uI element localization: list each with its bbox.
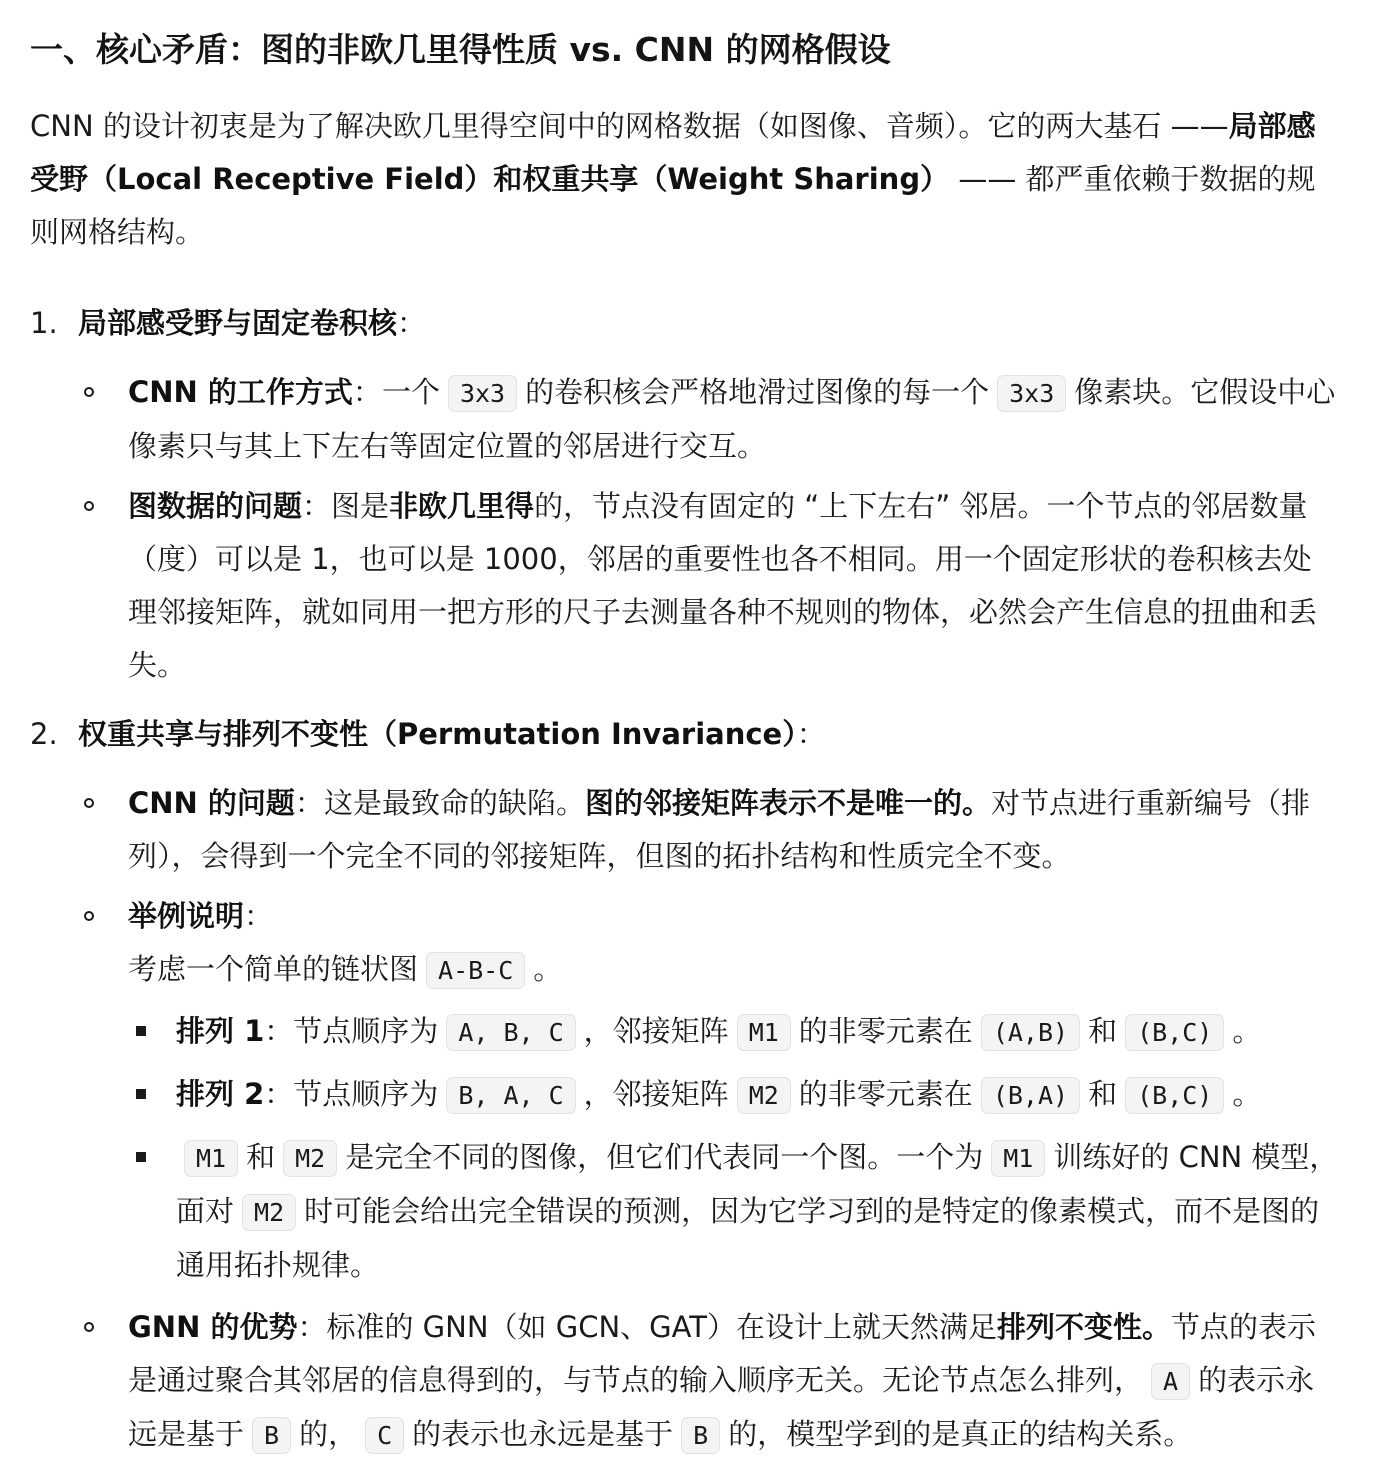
item-number: 2. — [30, 717, 58, 751]
inline-code: C — [365, 1417, 404, 1454]
item-colon: ： — [796, 717, 826, 751]
text-run: ，邻接矩阵 — [583, 1014, 729, 1048]
inline-code: A — [1151, 1363, 1190, 1400]
inline-code: A, B, C — [446, 1014, 575, 1051]
text-run: 和 — [1088, 1077, 1118, 1111]
bullet-colon: ： — [352, 375, 382, 409]
bullet-label: GNN 的优势 — [128, 1310, 298, 1344]
bullet-label: CNN 的工作方式 — [128, 375, 353, 409]
inline-code: M2 — [242, 1194, 296, 1231]
text-run: 对节点进行重新编号（排列），会得到一个完全不同的邻接矩阵，但图的拓扑结构和性质完全不变。 — [128, 786, 1310, 873]
inline-code: M1 — [991, 1140, 1045, 1177]
bullet-label: CNN 的问题 — [128, 786, 295, 820]
bullet-label: 图数据的问题 — [128, 489, 303, 523]
list-item-2 — [30, 708, 1340, 1462]
intro-text-2: —— 都严重依赖于数据的规则网格结构。 — [30, 162, 1316, 249]
square-item-permutation-2 — [128, 1068, 1340, 1122]
inline-code: 3x3 — [997, 375, 1066, 412]
text-run: 的卷积核会严格地滑过图像的每一个 — [525, 375, 990, 409]
inline-code: 3x3 — [448, 375, 517, 412]
inline-code: (B,A) — [981, 1077, 1080, 1114]
square-text — [176, 1131, 1340, 1292]
text-run: 。 — [533, 952, 563, 986]
bullet-colon: ： — [297, 1310, 327, 1344]
inline-code: M2 — [283, 1140, 337, 1177]
intro-text-1: CNN 的设计初衷是为了解决欧几里得空间中的网格数据（如图像、音频）。它的两大基石 —— — [30, 109, 1229, 143]
bold-run: 图的邻接矩阵表示不是唯一的。 — [584, 786, 991, 820]
text-run: 的非零元素在 — [798, 1014, 973, 1048]
section-heading: 一、核心矛盾：图的非欧几里得性质 vs. CNN 的网格假设 — [30, 30, 891, 69]
circle-bullet-icon — [84, 1322, 94, 1332]
text-run: 的非零元素在 — [798, 1077, 973, 1111]
square-bullet-icon — [136, 1026, 146, 1036]
bold-run: 非欧几里得 — [389, 489, 535, 523]
list-item-1 — [30, 297, 1340, 692]
inline-code: (A,B) — [981, 1014, 1080, 1051]
item-heading — [78, 297, 1340, 350]
bold-run: 排列不变性。 — [996, 1310, 1171, 1344]
circle-bullet-icon — [84, 501, 94, 511]
square-label: 排列 2 — [176, 1077, 265, 1111]
square-item-conclusion — [128, 1131, 1340, 1292]
example-line — [128, 943, 1340, 997]
text-run: 是完全不同的图像，但它们代表同一个图。一个为 — [345, 1140, 984, 1174]
text-run: 时可能会给出完全错误的预测，因为它学习到的是特定的像素模式，而不是图的通用拓扑规律。 — [176, 1194, 1320, 1282]
text-run: 的， — [299, 1417, 358, 1451]
text-run: 的，模型学到的是真正的结构关系。 — [728, 1417, 1193, 1451]
inline-code: B — [681, 1417, 720, 1454]
bullet-example — [78, 890, 1340, 1292]
bullet-text — [128, 890, 1340, 943]
bullet-cnn-problem — [78, 777, 1340, 883]
bullet-text — [128, 1301, 1340, 1462]
item-number: 1. — [30, 306, 58, 340]
intro-bold: 局部感受野（Local Receptive Field）和权重共享（Weight Sharing） — [30, 109, 1316, 196]
bullet-colon: ： — [244, 899, 274, 933]
square-label: 排列 1 — [176, 1014, 265, 1048]
square-bullet-list — [128, 1005, 1340, 1292]
text-run: 训练好的 CNN 模型，面对 — [176, 1140, 1339, 1228]
intro-paragraph — [30, 100, 1340, 259]
bullet-text — [128, 480, 1340, 692]
bullet-colon: ： — [302, 489, 332, 523]
bullet-list — [78, 777, 1340, 1462]
inline-code: B — [252, 1417, 291, 1454]
bullet-graph-problem — [78, 480, 1340, 692]
bullet-text — [128, 366, 1340, 473]
text-run: 的表示永远是基于 — [128, 1363, 1315, 1451]
numbered-list — [30, 297, 1340, 1462]
item-heading — [78, 708, 1340, 761]
text-run: 考虑一个简单的链状图 — [128, 952, 419, 986]
text-run: 的，节点没有固定的 “上下左右” 邻居。一个节点的邻居数量（度）可以是 1，也可以是 1000，邻居的重要性也各不相同。用一个固定形状的卷积核去处理邻接矩阵，就如同用一把方形的尺子去测量各种不规则的物体，必然会产生信息的扭曲和丢失。 — [128, 489, 1318, 682]
circle-bullet-icon — [84, 911, 94, 921]
square-text — [176, 1068, 1340, 1122]
text-run: 标准的 GNN（如 GCN、GAT）在设计上就天然满足 — [326, 1310, 997, 1344]
circle-bullet-icon — [84, 387, 94, 397]
text-run: 和 — [246, 1140, 276, 1174]
square-colon: ： — [264, 1014, 294, 1048]
item-title: 局部感受野与固定卷积核 — [78, 306, 398, 340]
bullet-gnn-advantage — [78, 1301, 1340, 1462]
square-text — [176, 1005, 1340, 1059]
bullet-cnn-working — [78, 366, 1340, 473]
square-bullet-icon — [136, 1152, 146, 1162]
text-run: 节点顺序为 — [293, 1077, 439, 1111]
text-run: 图是 — [331, 489, 390, 523]
inline-code: A-B-C — [426, 952, 525, 989]
text-run: 这是最致命的缺陷。 — [323, 786, 585, 820]
inline-code: B, A, C — [446, 1077, 575, 1114]
square-colon: ： — [264, 1077, 294, 1111]
circle-bullet-icon — [84, 798, 94, 808]
text-run: 像素块。它假设中心像素只与其上下左右等固定位置的邻居进行交互。 — [128, 375, 1336, 463]
text-run: 一个 — [381, 375, 440, 409]
text-run: 的表示也永远是基于 — [412, 1417, 674, 1451]
square-bullet-icon — [136, 1089, 146, 1099]
bullet-label: 举例说明 — [128, 899, 245, 933]
inline-code: M1 — [184, 1140, 238, 1177]
text-run: ，邻接矩阵 — [583, 1077, 729, 1111]
text-run: 。 — [1232, 1077, 1262, 1111]
text-run: 节点的表示是通过聚合其邻居的信息得到的，与节点的输入顺序无关。无论节点怎么排列， — [128, 1310, 1316, 1397]
bullet-colon: ： — [294, 786, 324, 820]
inline-code: (B,C) — [1125, 1077, 1224, 1114]
item-title: 权重共享与排列不变性（Permutation Invariance） — [78, 717, 797, 751]
item-colon: ： — [397, 306, 427, 340]
bullet-list — [78, 366, 1340, 692]
text-run: 。 — [1232, 1014, 1262, 1048]
text-run: 节点顺序为 — [293, 1014, 439, 1048]
text-run: 和 — [1088, 1014, 1118, 1048]
square-item-permutation-1 — [128, 1005, 1340, 1059]
inline-code: M1 — [737, 1014, 791, 1051]
inline-code: M2 — [737, 1077, 791, 1114]
bullet-text — [128, 777, 1340, 883]
inline-code: (B,C) — [1125, 1014, 1224, 1051]
